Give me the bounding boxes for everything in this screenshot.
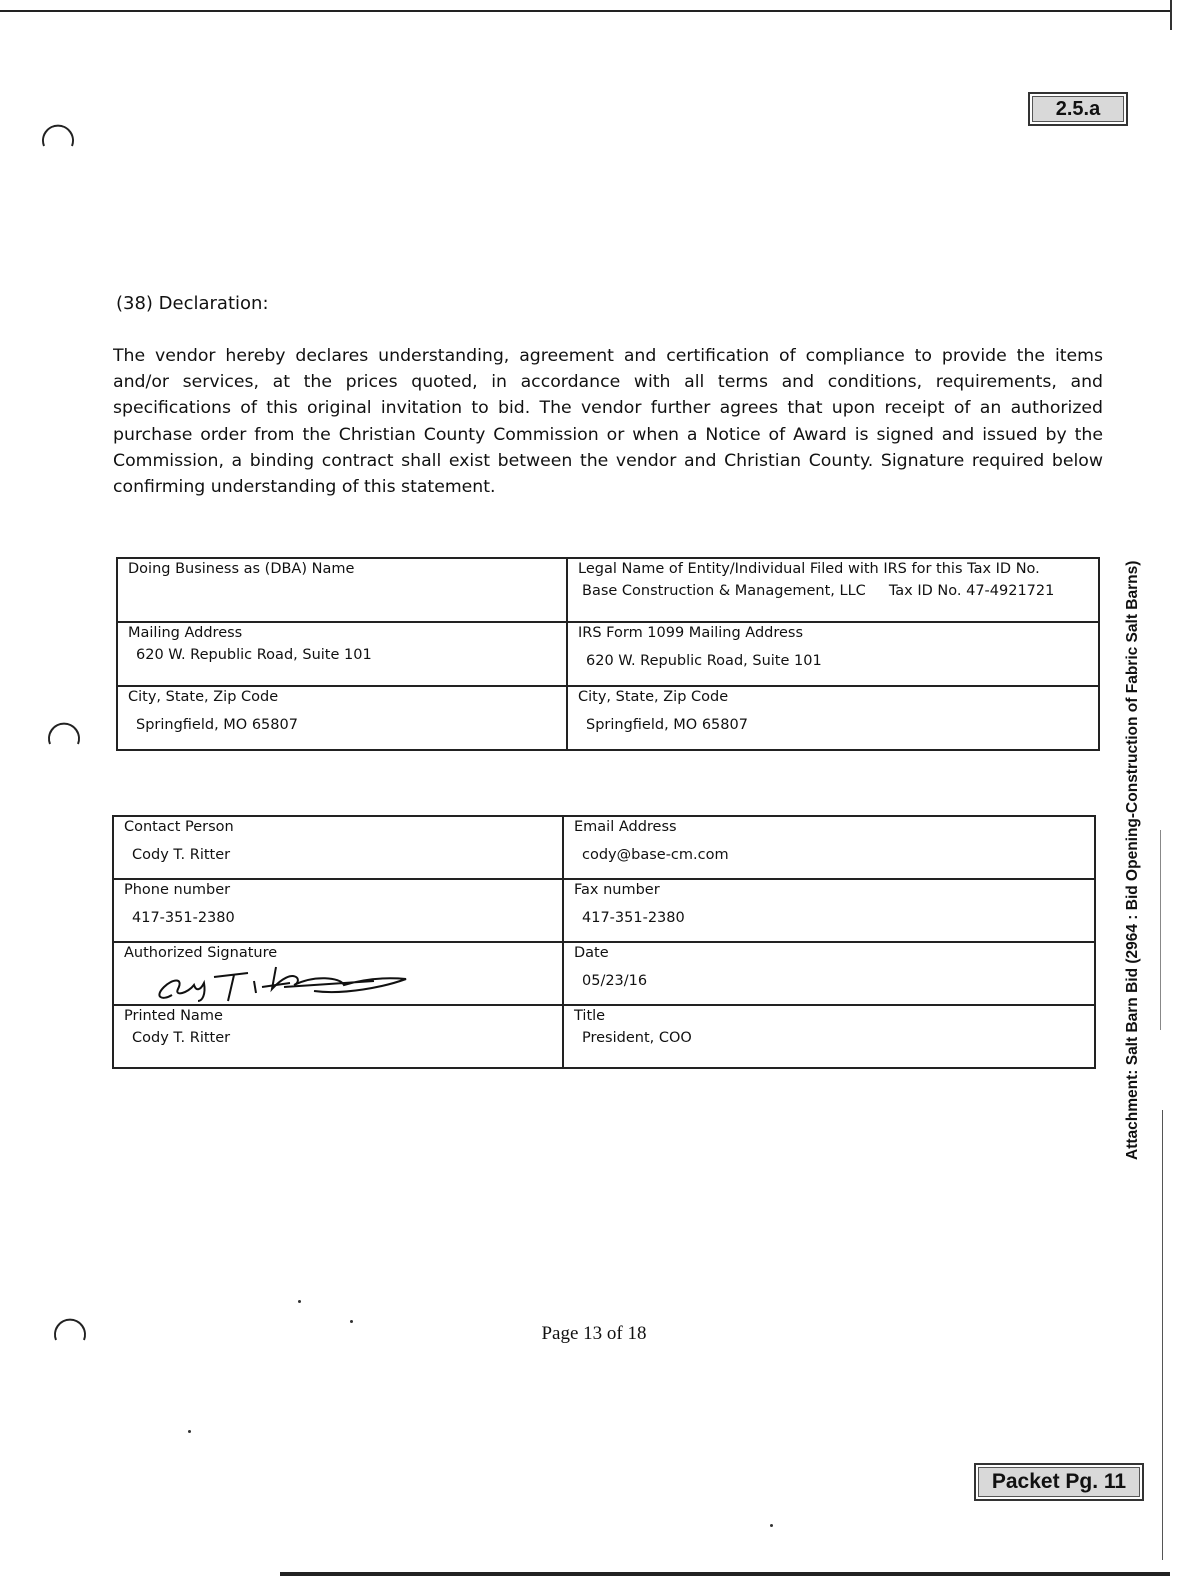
field-label: Email Address	[574, 819, 677, 835]
phone-cell	[113, 879, 563, 942]
scan-edge-right	[1170, 0, 1172, 30]
field-value: Springfield, MO 65807	[586, 717, 748, 733]
scan-speck	[770, 1524, 773, 1527]
punch-hole-icon	[46, 716, 82, 752]
field-label: Fax number	[574, 882, 660, 898]
field-label: Authorized Signature	[124, 945, 278, 961]
table-row	[117, 558, 1099, 622]
field-label: Legal Name of Entity/Individual Filed with IRS for this Tax ID No.	[578, 561, 1040, 577]
irs-city-cell	[567, 686, 1099, 750]
scan-edge-top	[0, 10, 1172, 12]
field-value: cody@base-cm.com	[582, 847, 729, 863]
field-label: Date	[574, 945, 609, 961]
field-value: Cody T. Ritter	[132, 1030, 231, 1046]
agenda-item-stamp: 2.5.a	[1028, 92, 1128, 126]
irs-address-cell	[567, 622, 1099, 686]
email-cell	[563, 816, 1095, 879]
mailing-address-cell	[117, 622, 567, 686]
field-value: Cody T. Ritter	[132, 847, 231, 863]
field-label: Printed Name	[124, 1008, 223, 1024]
field-label: City, State, Zip Code	[578, 689, 729, 705]
field-value: Base Construction & Management, LLC Tax ID No. 47-4921721	[582, 583, 1055, 599]
field-value: 417-351-2380	[132, 910, 235, 926]
page-number: Page 13 of 18	[541, 1323, 647, 1344]
legal-name-cell	[567, 558, 1099, 622]
contact-info-table	[112, 815, 1096, 1069]
field-label: Title	[574, 1008, 606, 1024]
handwritten-signature	[144, 957, 424, 1007]
field-label: Phone number	[124, 882, 231, 898]
table-row	[113, 816, 1095, 879]
fax-cell	[563, 879, 1095, 942]
attachment-caption: Attachment: Salt Barn Bid (2964 : Bid Opening-Construction of Fabric Salt Barns)	[1124, 560, 1141, 1160]
declaration-body: The vendor hereby declares understanding, agreement and certification of compliance to provide the items and/or services, at the prices quoted, in accordance with all terms and conditions, requirements, and specifications of this original invitation to bid. The vendor further agrees that upon receipt of an authorized purchase order from the Christian County Commission or when a Notice of Award is signed and issued by the Commission, a binding contract shall exist between the vendor and Christian County. Signature required below confirming understanding of this statement.	[113, 346, 1103, 498]
field-label: City, State, Zip Code	[128, 689, 279, 705]
field-value: 620 W. Republic Road, Suite 101	[586, 653, 822, 669]
title-cell	[563, 1005, 1095, 1068]
table-row	[117, 622, 1099, 686]
field-label: Mailing Address	[128, 625, 243, 641]
table-row	[113, 942, 1095, 1005]
field-label: Contact Person	[124, 819, 234, 835]
table-row	[113, 879, 1095, 942]
field-value: 620 W. Republic Road, Suite 101	[136, 647, 372, 663]
field-value	[118, 577, 566, 589]
field-label: IRS Form 1099 Mailing Address	[578, 625, 804, 641]
contact-person-cell	[113, 816, 563, 879]
scan-edge-right-middle	[1160, 830, 1161, 1030]
table-row	[113, 1005, 1095, 1068]
declaration-heading: (38) Declaration:	[116, 293, 269, 314]
city-cell	[117, 686, 567, 750]
field-label: Doing Business as (DBA) Name	[128, 561, 355, 577]
punch-hole-icon	[40, 118, 76, 154]
dba-cell	[117, 558, 567, 622]
field-value: 05/23/16	[582, 973, 648, 989]
field-value: 417-351-2380	[582, 910, 685, 926]
scan-speck	[188, 1430, 191, 1433]
scan-speck	[298, 1300, 301, 1303]
vendor-info-table	[116, 557, 1100, 751]
date-cell	[563, 942, 1095, 1005]
field-value: Springfield, MO 65807	[136, 717, 298, 733]
scan-edge-bottom	[280, 1572, 1170, 1576]
signature-cell	[113, 942, 563, 1005]
packet-page-stamp: Packet Pg. 11	[974, 1463, 1144, 1501]
table-row	[117, 686, 1099, 750]
field-value: President, COO	[582, 1030, 692, 1046]
printed-name-cell	[113, 1005, 563, 1068]
